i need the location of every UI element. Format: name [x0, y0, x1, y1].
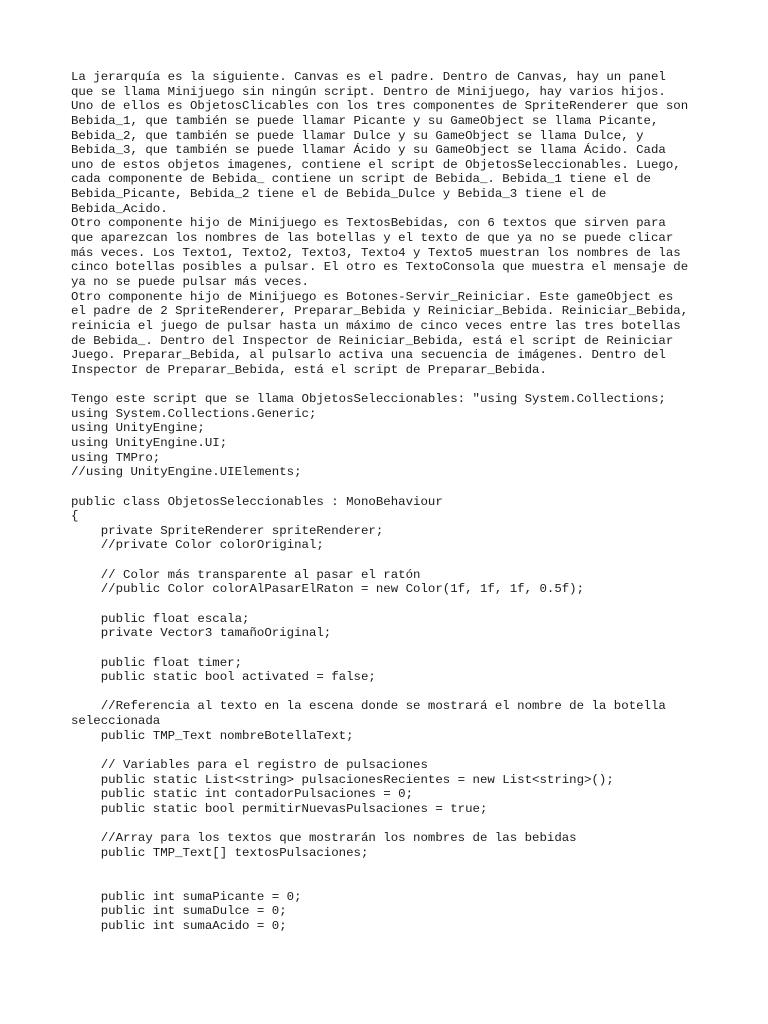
document-line: [71, 743, 711, 758]
document-line: [71, 597, 711, 612]
document-line: //public Color colorAlPasarElRaton = new Color(1f, 1f, 1f, 0.5f);: [71, 582, 585, 597]
document-line: el padre de 2 SpriteRenderer, Preparar_Bebida y Reiniciar_Bebida. Reiniciar_Bebida,: [71, 304, 689, 319]
document-line: reinicia el juego de pulsar hasta un máximo de cinco veces entre las tres botellas: [71, 318, 681, 333]
document-line: public static int contadorPulsaciones = 0;: [71, 787, 414, 802]
document-line: uno de estos objetos imagenes, contiene el script de ObjetosSeleccionables. Luego,: [71, 157, 681, 172]
document-line: public static List<string> pulsacionesRecientes = new List<string>();: [71, 772, 614, 787]
document-line: public int sumaAcido = 0;: [71, 919, 287, 933]
document-line: public TMP_Text nombreBotellaText;: [71, 728, 354, 743]
document-line: que se llama Minijuego sin ningún script. Dentro de Minijuego, hay varios hijos.: [71, 84, 666, 99]
document-line: // Color más transparente al pasar el ratón: [71, 567, 421, 582]
document-line: public class ObjetosSeleccionables : MonoBehaviour: [71, 494, 443, 509]
document-line: ya no se puede pulsar más veces.: [71, 274, 309, 289]
document-line: Bebida_3, que también se puede llamar Ácido y su GameObject se llama Ácido. Cada: [71, 143, 666, 158]
document-line: public static bool permitirNuevasPulsaciones = true;: [71, 801, 488, 816]
document-line: cada componente de Bebida_ contiene un script de Bebida_. Bebida_1 tiene el de: [71, 172, 651, 187]
document-line: //using UnityEngine.UIElements;: [71, 465, 302, 480]
document-line: Tengo este script que se llama ObjetosSeleccionables: "using System.Collections;: [71, 392, 666, 407]
document-line: Otro componente hijo de Minijuego es TextosBebidas, con 6 textos que sirven para: [71, 216, 666, 231]
document-line: private SpriteRenderer spriteRenderer;: [71, 523, 384, 538]
document-line: Juego. Preparar_Bebida, al pulsarlo activa una secuencia de imágenes. Dentro del: [71, 348, 666, 363]
document-line: public static bool activated = false;: [71, 670, 376, 685]
document-line: //private Color colorOriginal;: [71, 538, 324, 553]
document-line: using System.Collections.Generic;: [71, 406, 317, 421]
document-line: [71, 817, 711, 832]
document-line: Bebida_2, que también se puede llamar Dulce y su GameObject se llama Dulce, y: [71, 128, 644, 143]
document-line: public float escala;: [71, 611, 250, 626]
document-line: public TMP_Text[] textosPulsaciones;: [71, 845, 369, 860]
document-line: [71, 377, 711, 392]
document-line: Bebida_Picante, Bebida_2 tiene el de Bebida_Dulce y Bebida_3 tiene el de: [71, 187, 607, 202]
document-line: que aparezcan los nombres de las botellas y el texto de que ya no se puede clicar: [71, 231, 674, 246]
document-line: using TMPro;: [71, 450, 161, 465]
document-line: de Bebida_. Dentro del Inspector de Reiniciar_Bebida, está el script de Reiniciar: [71, 333, 674, 348]
document-line: [71, 685, 711, 700]
document-line: [71, 860, 711, 875]
document-line: public int sumaDulce = 0;: [71, 904, 287, 919]
document-line: // Variables para el registro de pulsaciones: [71, 758, 428, 772]
document-line: seleccionada: [71, 714, 161, 729]
document-line: {: [71, 509, 79, 524]
document-line: cinco botellas posibles a pulsar. El otro es TextoConsola que muestra el mensaje de: [71, 260, 689, 275]
document-line: public int sumaPicante = 0;: [71, 889, 302, 904]
document-line: Bebida_1, que también se puede llamar Picante y su GameObject se llama Picante,: [71, 113, 659, 128]
document-line: using UnityEngine;: [71, 421, 205, 436]
document-line: Inspector de Preparar_Bebida, está el script de Preparar_Bebida.: [71, 362, 547, 377]
document-line: private Vector3 tamañoOriginal;: [71, 626, 332, 641]
document-line: más veces. Los Texto1, Texto2, Texto3, Texto4 y Texto5 muestran los nombres de las: [71, 245, 681, 260]
document-line: La jerarquía es la siguiente. Canvas es el padre. Dentro de Canvas, hay un panel: [71, 70, 666, 84]
document-line: //Referencia al texto en la escena donde se mostrará el nombre de la botella: [71, 699, 666, 714]
document-line: [71, 553, 711, 568]
document-line: using UnityEngine.UI;: [71, 436, 228, 450]
document-line: [71, 641, 711, 656]
document-line: Otro componente hijo de Minijuego es Botones-Servir_Reiniciar. Este gameObject es: [71, 289, 674, 304]
document-line: Uno de ellos es ObjetosClicables con los tres componentes de SpriteRenderer que son: [71, 99, 689, 114]
document-line: [71, 480, 711, 495]
document-line: public float timer;: [71, 655, 243, 670]
document-line: [71, 875, 711, 890]
document-line: //Array para los textos que mostrarán los nombres de las bebidas: [71, 831, 577, 846]
document-body: [71, 70, 711, 934]
document-line: Bebida_Acido.: [71, 201, 168, 216]
